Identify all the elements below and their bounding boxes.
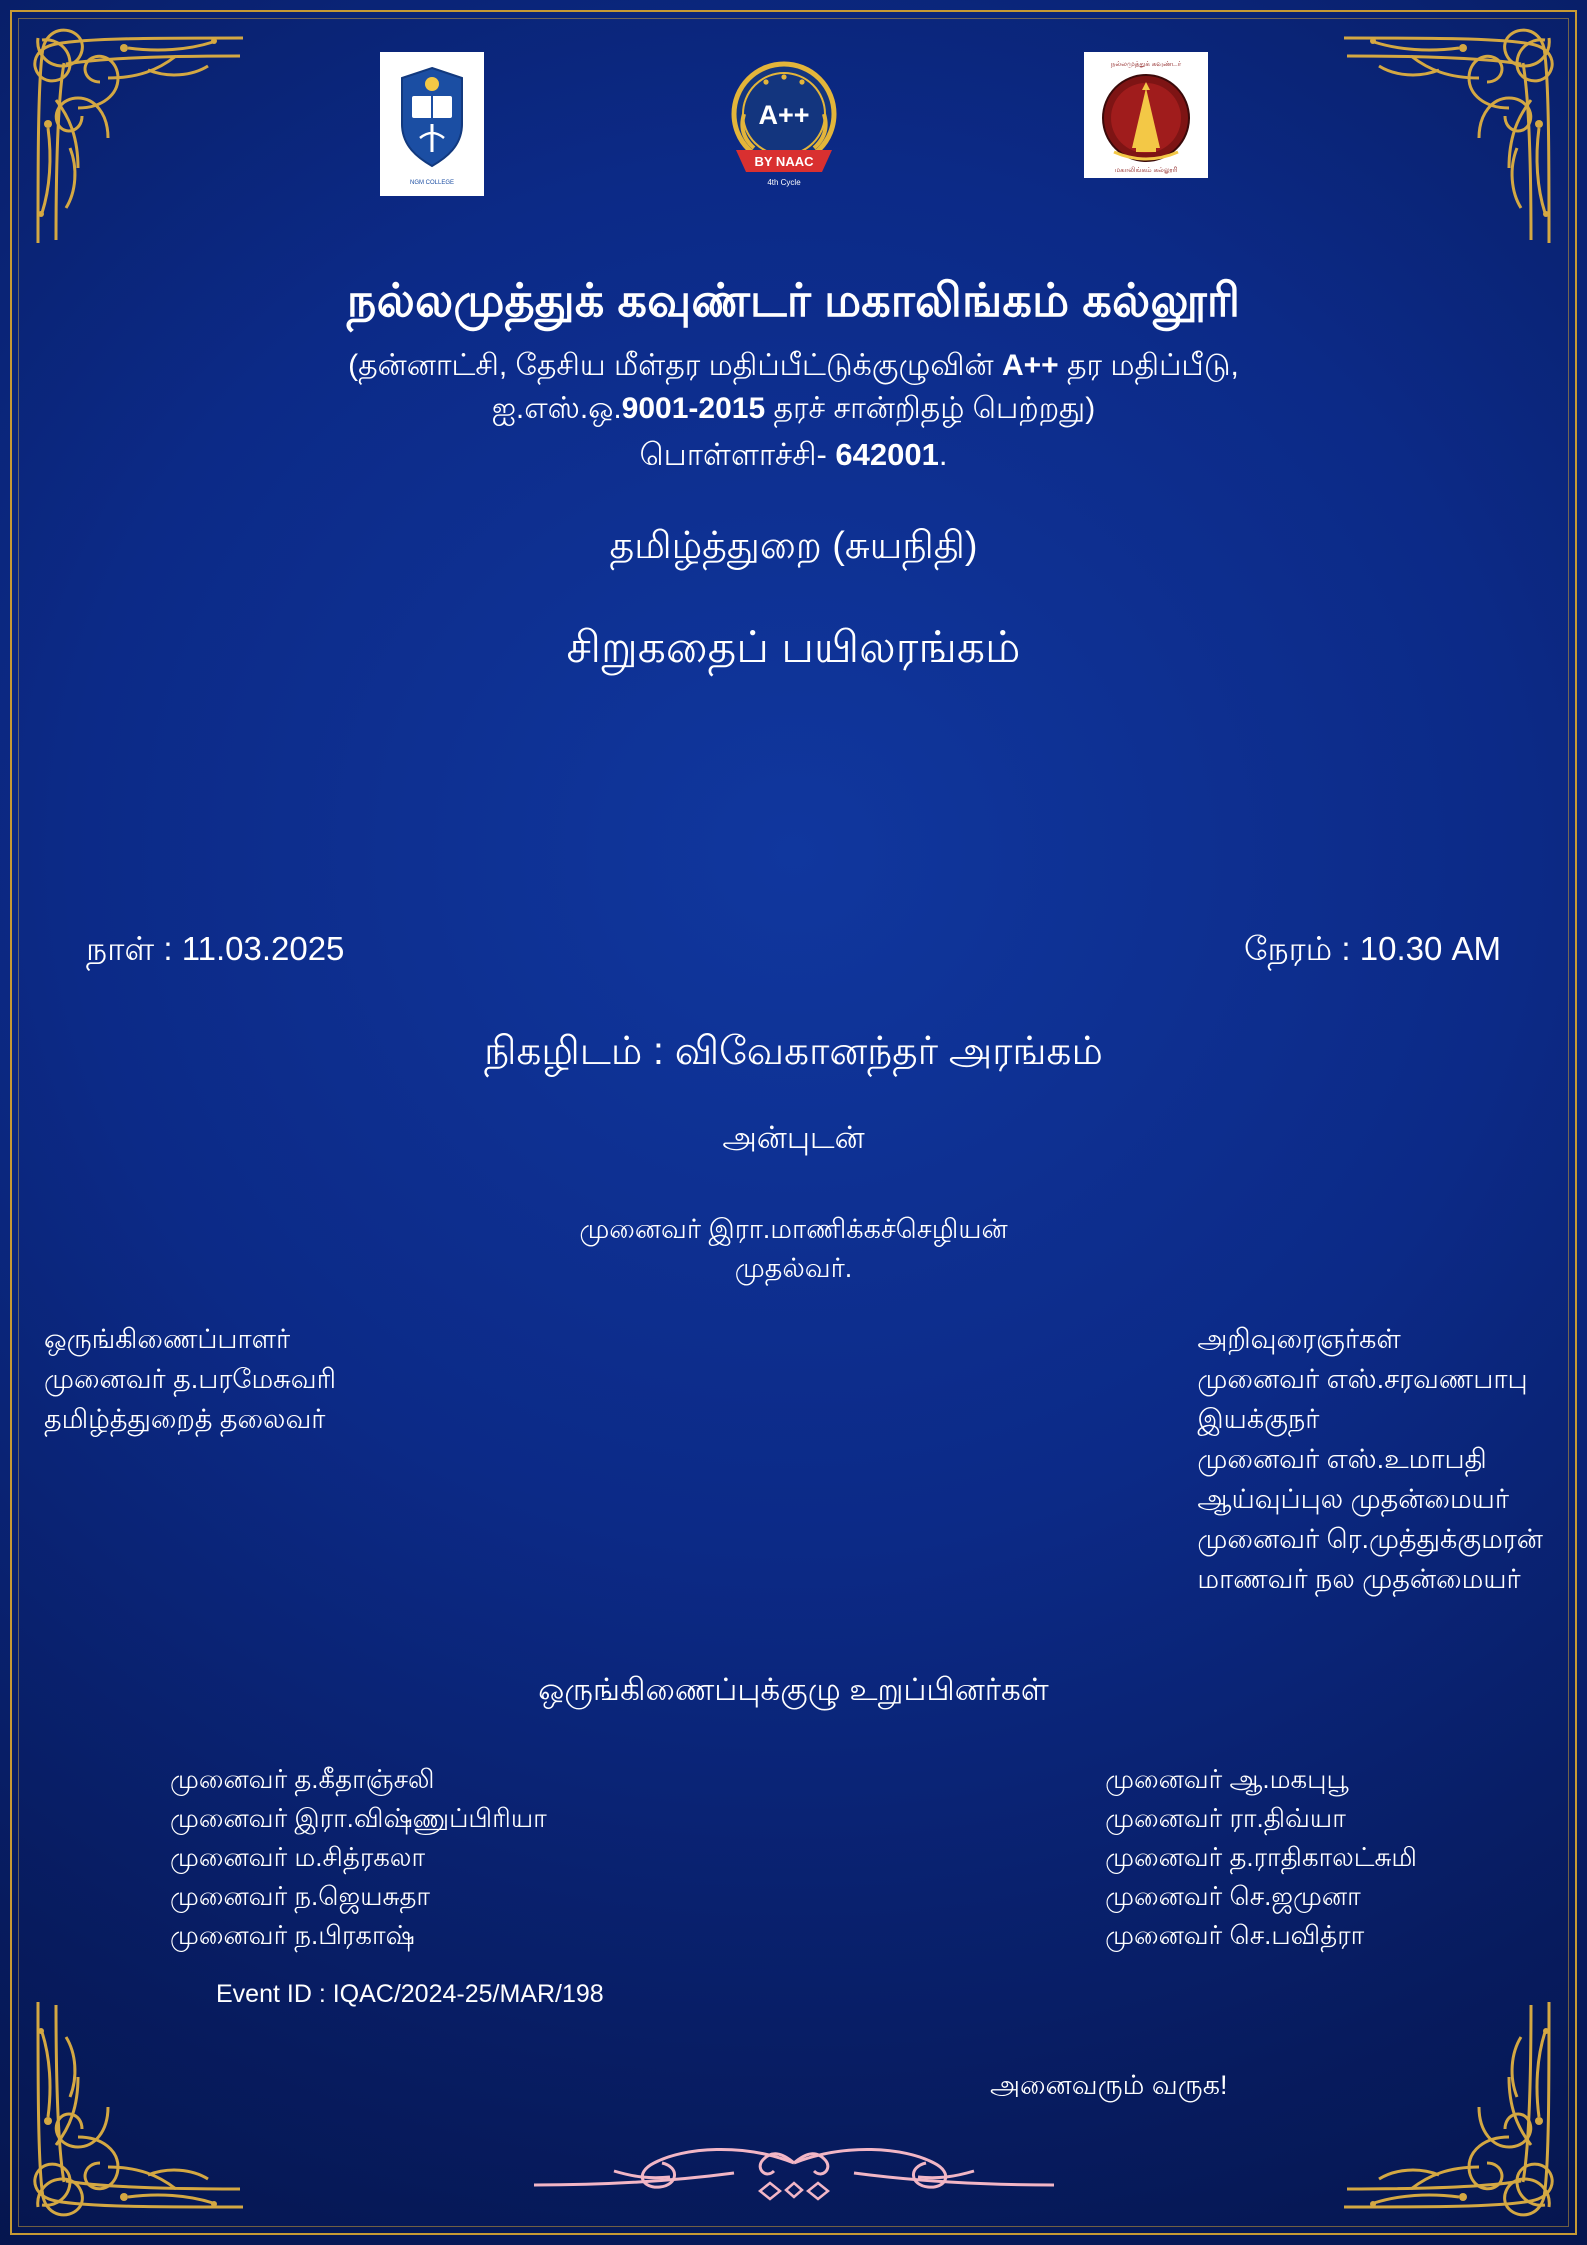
- list-item: முனைவர் ஆ.மகபுபூ: [1105, 1764, 1349, 1794]
- advisor-entry: ஆய்வுப்புல முதன்மையர்: [1197, 1483, 1509, 1514]
- committee-heading: ஒருங்கிணைப்புக்குழு உறுப்பினர்கள்: [538, 1672, 1049, 1707]
- event-time: நேரம் : 10.30 AM: [1244, 930, 1501, 967]
- list-item: முனைவர் செ.பவித்ரா: [1105, 1920, 1365, 1950]
- coordinator-name: முனைவர் த.பரமேசுவரி: [44, 1363, 337, 1394]
- list-item: முனைவர் த.கீதாஞ்சலி: [170, 1764, 435, 1794]
- list-item: முனைவர் ந.பிரகாஷ்: [170, 1920, 415, 1950]
- poster-content: [0, 0, 1587, 676]
- principal-designation: முதல்வர்.: [734, 1253, 853, 1284]
- advisor-entry: முனைவர் எஸ்.உமாபதி: [1197, 1443, 1487, 1474]
- accreditation-iso-prefix: ஐ.எஸ்.ஒ.: [491, 392, 622, 425]
- institution-name: நல்லமுத்துக் கவுண்டர் மகாலிங்கம் கல்லூரி: [346, 274, 1241, 326]
- list-item: முனைவர் ந.ஜெயசுதா: [170, 1881, 430, 1911]
- svg-text:நல்லமுத்துக் கவுண்டர்: நல்லமுத்துக் கவுண்டர்: [1110, 61, 1181, 68]
- event-title: சிறுகதைப் பயிலரங்கம்: [566, 623, 1021, 673]
- advisors-heading: அறிவுரைஞர்கள்: [1197, 1324, 1401, 1354]
- event-id: Event ID : IQAC/2024-25/MAR/198: [216, 1980, 604, 2008]
- city-pincode: 642001: [835, 436, 939, 472]
- accreditation-line1-part2: தர மதிப்பீடு,: [1058, 348, 1239, 382]
- coordinator-designation: தமிழ்த்துறைத் தலைவர்: [44, 1403, 326, 1434]
- svg-text:BY NAAC: BY NAAC: [754, 154, 813, 169]
- list-item: முனைவர் ரா.திவ்யா: [1105, 1803, 1346, 1833]
- list-item: முனைவர் இரா.விஷ்ணுப்பிரியா: [170, 1803, 547, 1833]
- city-suffix: .: [938, 436, 948, 472]
- coordinator-heading: ஒருங்கிணைப்பாளர்: [44, 1324, 291, 1354]
- advisors-block: [1197, 1320, 1543, 1600]
- advisor-entry: மாணவர் நல முதன்மையர்: [1197, 1563, 1521, 1594]
- list-item: முனைவர் ம.சித்ரகலா: [170, 1842, 426, 1872]
- bottom-flourish-ornament-icon: [474, 2141, 1114, 2211]
- institution-city: [0, 433, 1587, 476]
- committee-members-left: [170, 1760, 547, 1955]
- accreditation-grade: A++: [1001, 348, 1059, 382]
- svg-text:NGM COLLEGE: NGM COLLEGE: [409, 180, 454, 186]
- greeting-text: அன்புடன்: [722, 1120, 865, 1155]
- principal-name: முனைவர் இரா.மாணிக்கச்செழியன்: [579, 1214, 1008, 1244]
- svg-text:A++: A++: [757, 100, 810, 130]
- welcome-note: அனைவரும் வருக!: [990, 2070, 1228, 2100]
- advisor-entry: முனைவர் ரெ.முத்துக்குமரன்: [1197, 1523, 1543, 1554]
- event-schedule: [0, 930, 1587, 973]
- svg-text:மகாலிங்கம் கல்லூரி: மகாலிங்கம் கல்லூரி: [1114, 167, 1177, 174]
- advisor-entry: இயக்குநர்: [1197, 1403, 1320, 1434]
- list-item: முனைவர் செ.ஜமுனா: [1105, 1881, 1361, 1911]
- accreditation-iso-number: 9001-2015: [621, 392, 766, 425]
- accreditation-line2-part2: தரச் சான்றிதழ் பெற்றது): [765, 392, 1096, 425]
- advisor-entry: முனைவர் எஸ்.சரவணபாபு: [1197, 1363, 1528, 1394]
- svg-text:4th Cycle: 4th Cycle: [766, 178, 801, 187]
- committee-members-right: [1105, 1760, 1417, 1955]
- accreditation-text: [0, 344, 1587, 431]
- event-venue: நிகழிடம் : விவேகானந்தர் அரங்கம்: [484, 1030, 1103, 1073]
- organisers-row: [0, 1320, 1587, 1600]
- accreditation-line1-part1: (தன்னாட்சி, தேசிய மீள்தர மதிப்பீட்டுக்குழுவின்: [348, 348, 1002, 382]
- coordinator-block: [44, 1320, 336, 1600]
- event-date: நாள் : 11.03.2025: [86, 930, 345, 967]
- city-name: பொள்ளாச்சி-: [639, 436, 836, 472]
- committee-members: [0, 1760, 1587, 1955]
- list-item: முனைவர் த.ராதிகாலட்சுமி: [1105, 1842, 1417, 1872]
- corner-ornament-icon: [8, 1987, 258, 2237]
- principal-block: [0, 1210, 1587, 1288]
- corner-ornament-icon: [1329, 1987, 1579, 2237]
- department-name: தமிழ்த்துறை (சுயநிதி): [609, 524, 978, 567]
